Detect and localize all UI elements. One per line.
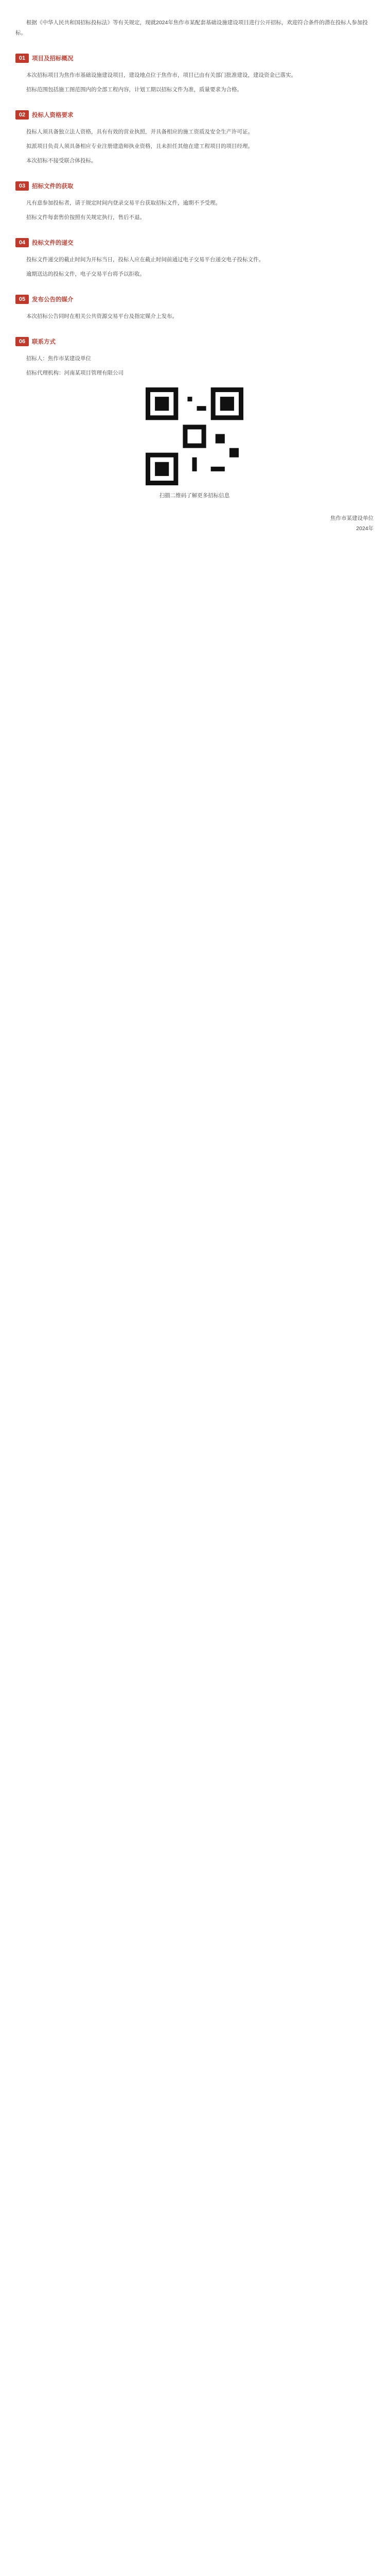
section-paragraph: 本次招标不接受联合体投标。 — [26, 158, 97, 164]
section-title: 招标文件的获取 — [32, 183, 74, 190]
qr-caption: 扫描二维码了解更多招标信息 — [159, 493, 230, 499]
signature-org: 焦作市某建设单位 — [330, 515, 374, 521]
signature-date: 2024年 — [356, 526, 374, 532]
section-paragraph: 逾期送达的投标文件，电子交易平台将予以拒收。 — [26, 271, 145, 277]
section — [15, 180, 374, 223]
section-title: 项目及招标概况 — [32, 56, 74, 62]
section-paragraph: 招标代理机构：河南某项目管理有限公司 — [26, 370, 123, 376]
qr-wrap — [15, 387, 374, 485]
section-header — [15, 237, 374, 248]
qr-code-icon[interactable] — [146, 387, 243, 485]
section-header — [15, 336, 374, 347]
section-paragraph: 投标文件递交的截止时间为开标当日，投标人应在截止时间前通过电子交易平台递交电子投标文件。 — [26, 257, 264, 263]
section-paragraph: 凡有意参加投标者，请于规定时间内登录交易平台获取招标文件，逾期不予受理。 — [26, 200, 221, 206]
section-number: 06 — [15, 337, 29, 346]
section-header — [15, 109, 374, 121]
section-paragraph: 招标人：焦作市某建设单位 — [26, 355, 91, 362]
sections-container — [15, 53, 374, 378]
section-header — [15, 53, 374, 64]
section-paragraph: 本次招标项目为焦作市基础设施建设项目，建设地点位于焦作市，项目已由有关部门批准建设，建设资金已落实。 — [26, 72, 296, 78]
section — [15, 294, 374, 321]
section — [15, 109, 374, 166]
section-number: 03 — [15, 181, 29, 191]
section-title: 投标人资格要求 — [32, 112, 74, 118]
section-title: 投标文件的递交 — [32, 240, 74, 246]
section — [15, 336, 374, 378]
section — [15, 237, 374, 279]
section-number: 04 — [15, 238, 29, 247]
section-paragraph: 招标范围包括施工图范围内的全部工程内容，计划工期以招标文件为准，质量要求为合格。 — [26, 87, 242, 93]
section-paragraph: 拟派项目负责人须具备相应专业注册建造师执业资格，且未担任其他在建工程项目的项目经理。 — [26, 143, 253, 149]
intro-paragraph: 根据《中华人民共和国招标投标法》等有关规定，现就2024年焦作市某配套基础设施建设项目进行公开招标，欢迎符合条件的潜在投标人参加投标。 — [15, 20, 368, 36]
section-header — [15, 294, 374, 305]
section-paragraph: 本次招标公告同时在相关公共资源交易平台及指定媒介上发布。 — [26, 313, 178, 319]
section-title: 发布公告的媒介 — [32, 297, 74, 303]
section-number: 05 — [15, 295, 29, 304]
section-number: 01 — [15, 54, 29, 63]
section-header — [15, 180, 374, 192]
section — [15, 53, 374, 95]
section-paragraph: 招标文件每套售价按照有关规定执行，售后不退。 — [26, 214, 145, 221]
section-number: 02 — [15, 110, 29, 120]
section-title: 联系方式 — [32, 339, 56, 345]
signature-block — [15, 513, 374, 534]
section-paragraph: 投标人须具备独立法人资格，具有有效的营业执照，并具备相应的施工资质及安全生产许可证。 — [26, 129, 253, 135]
